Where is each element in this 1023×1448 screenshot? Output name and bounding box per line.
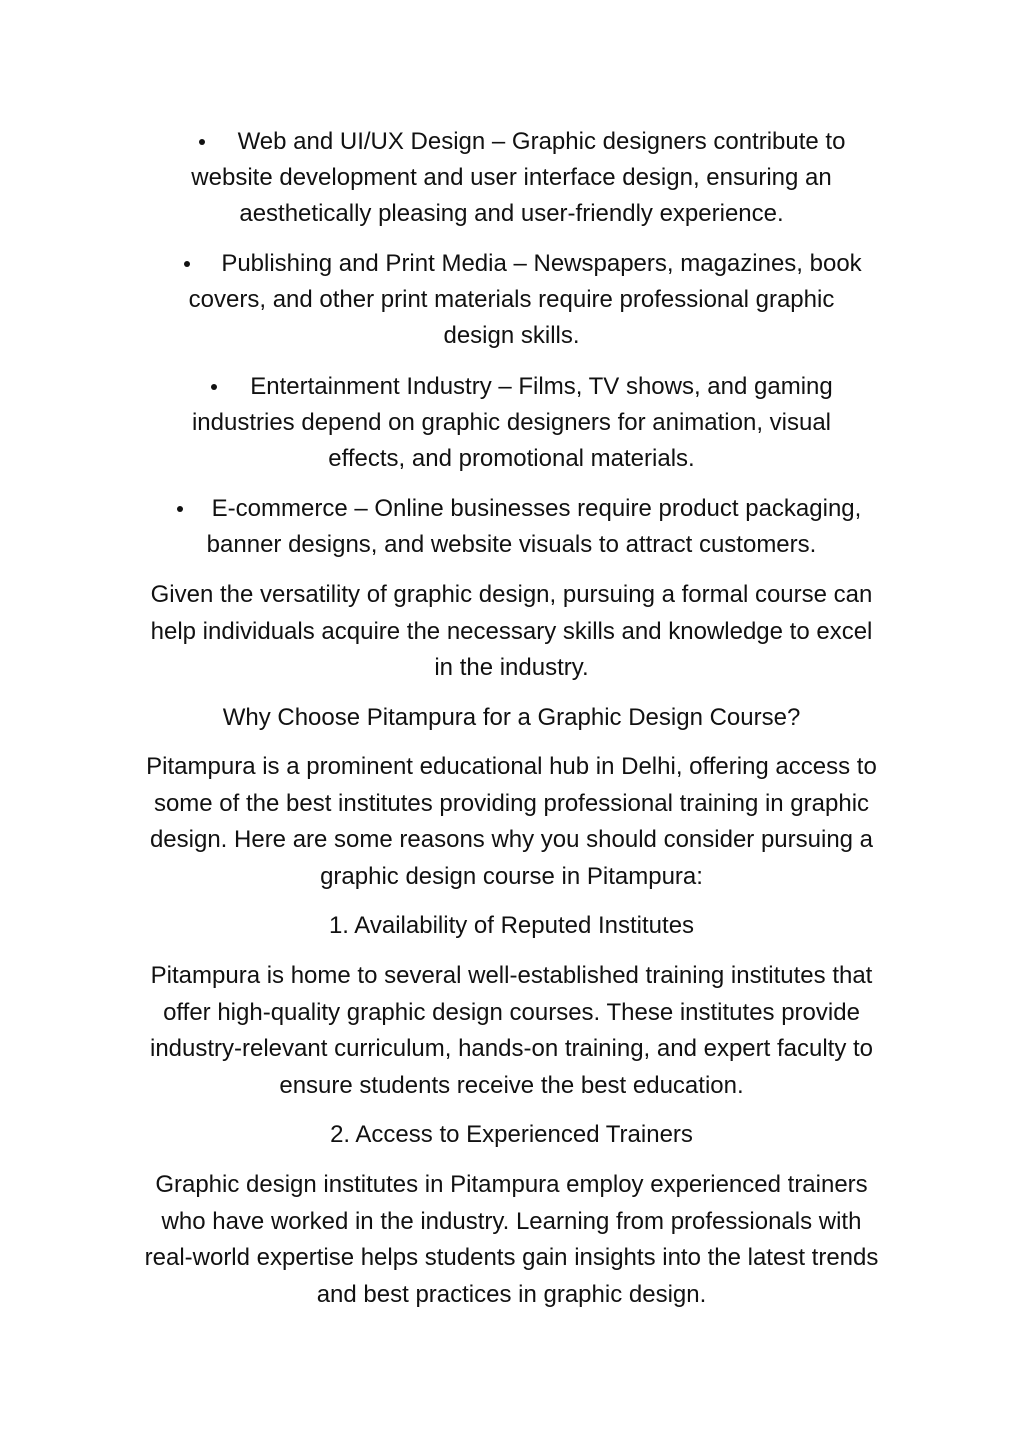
bullet-line: Publishing and Print Media – Newspapers, magazines, book (221, 250, 862, 277)
paragraph-line: Given the versatility of graphic design, pursuing a formal course can (150, 581, 873, 608)
paragraph-line: Pitampura is home to several well-established training institutes that (150, 962, 873, 989)
bullet-dot-icon (177, 506, 183, 512)
bullet-dot-icon (199, 139, 205, 145)
paragraph-line: industry-relevant curriculum, hands-on training, and expert faculty to (149, 1035, 874, 1062)
bullet-item-entertainment (0, 369, 1023, 477)
section-heading-why-pitampura: Why Choose Pitampura for a Graphic Design Course? (222, 704, 801, 731)
paragraph-line: graphic design course in Pitampura: (320, 862, 703, 890)
paragraph-line: real-world expertise helps students gain insights into the latest trends (144, 1244, 879, 1271)
section-heading-reputed-institutes: 1. Availability of Reputed Institutes (328, 912, 695, 939)
bullet-item-ecommerce (0, 491, 1023, 563)
bullet-line: Entertainment Industry – Films, TV shows, and gaming (250, 373, 833, 400)
paragraph-line: who have worked in the industry. Learning from professionals with (161, 1207, 862, 1235)
paragraph-versatility (110, 577, 913, 687)
paragraph-line: some of the best institutes providing professional training in graphic (153, 789, 870, 817)
bullet-line: covers, and other print materials require professional graphic (188, 286, 835, 313)
paragraph-educational-hub (110, 749, 913, 895)
paragraph-line: Pitampura is a prominent educational hub in Delhi, offering access to (146, 753, 877, 780)
bullet-dot-icon (211, 384, 217, 390)
bullet-line: Web and UI/UX Design – Graphic designers contribute to (237, 128, 846, 155)
bullet-line: effects, and promotional materials. (328, 445, 695, 472)
bullet-line: website development and user interface design, ensuring an (191, 164, 832, 191)
bullet-line: banner designs, and website visuals to attract customers. (206, 531, 817, 558)
paragraph-line: ensure students receive the best education. (279, 1071, 744, 1099)
bullet-item-web-ui-ux (0, 124, 1023, 232)
paragraph-line: Graphic design institutes in Pitampura employ experienced trainers (155, 1171, 868, 1198)
bullet-line: E-commerce – Online businesses require product packaging, (211, 495, 862, 522)
bullet-dot-icon (184, 261, 190, 267)
paragraph-line: help individuals acquire the necessary skills and knowledge to excel (150, 617, 873, 645)
bullet-item-publishing (0, 246, 1023, 354)
section-heading-experienced-trainers: 2. Access to Experienced Trainers (330, 1121, 693, 1148)
bullet-line: aesthetically pleasing and user-friendly experience. (239, 200, 784, 227)
paragraph-line: in the industry. (434, 654, 589, 681)
paragraph-line: design. Here are some reasons why you should consider pursuing a (149, 826, 874, 853)
paragraph-trainers (110, 1167, 913, 1313)
paragraph-institutes (110, 958, 913, 1104)
paragraph-line: offer high-quality graphic design courses. These institutes provide (163, 998, 860, 1026)
bullet-line: design skills. (443, 322, 580, 349)
bullet-line: industries depend on graphic designers for animation, visual (191, 409, 832, 436)
paragraph-line: and best practices in graphic design. (316, 1280, 707, 1308)
